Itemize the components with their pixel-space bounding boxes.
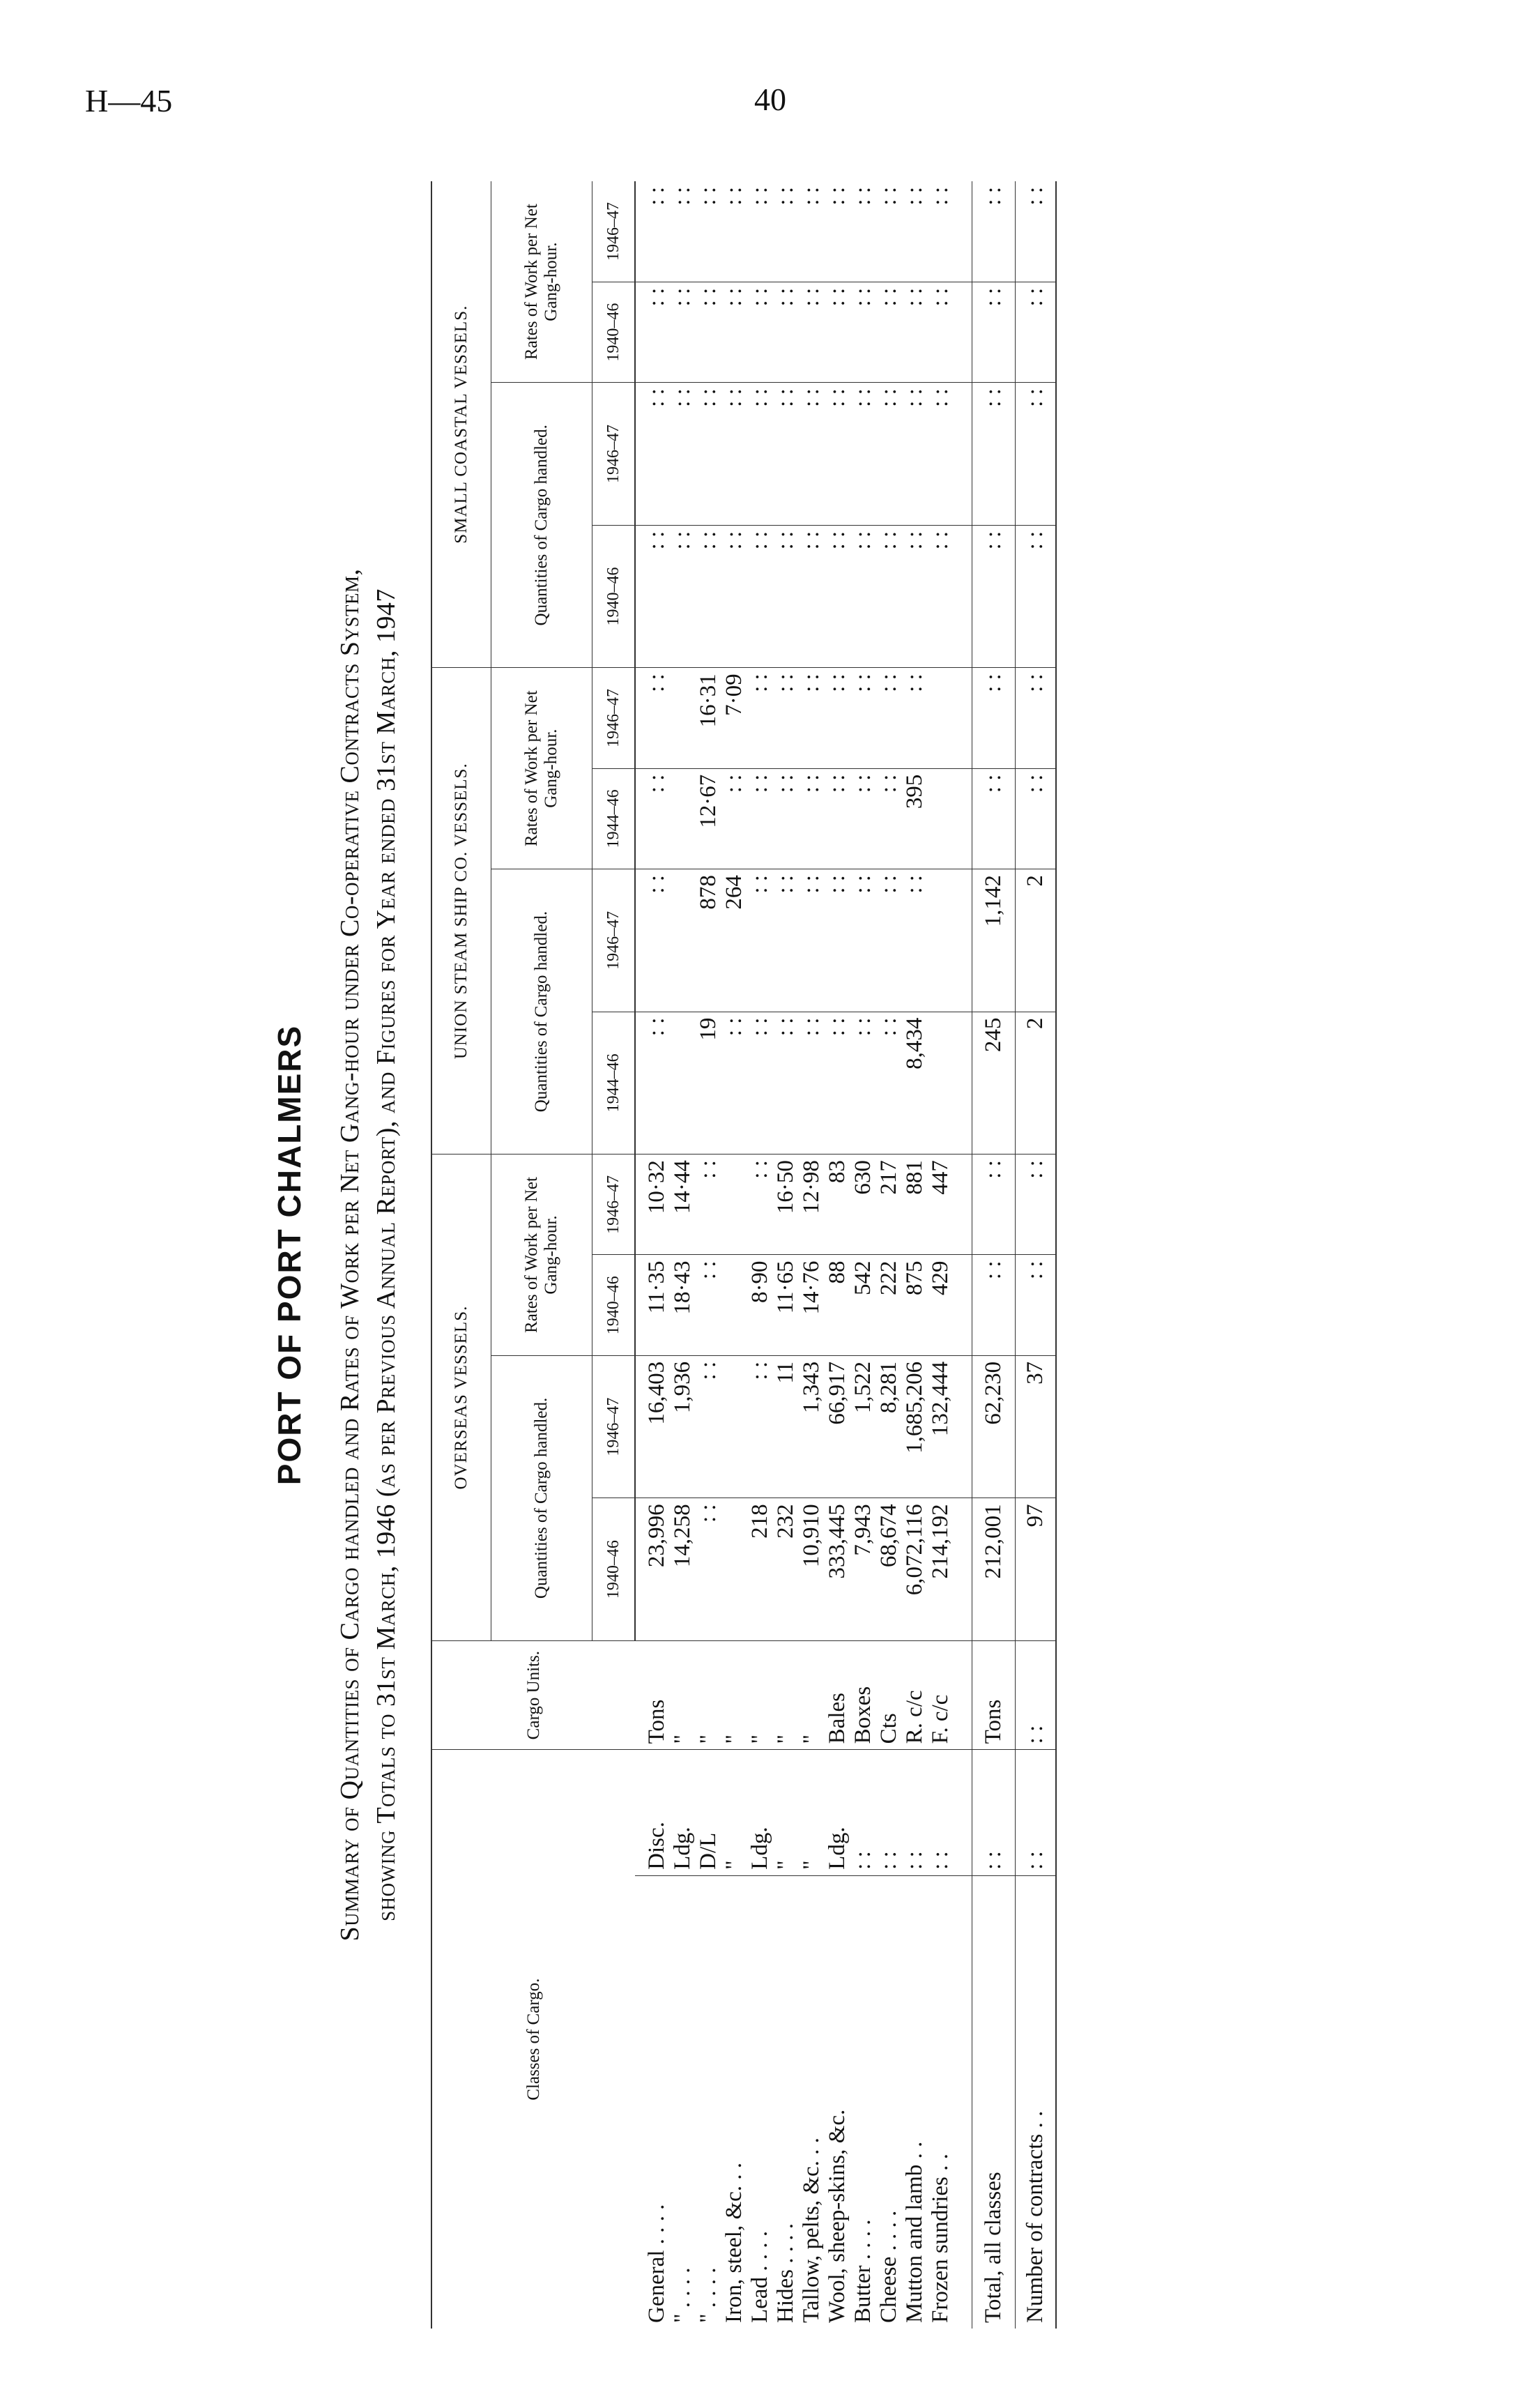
cell-sq1: : : [972, 525, 1016, 668]
cell-sq1: : : [696, 525, 721, 668]
cell-or2: 10·32 [635, 1155, 670, 1255]
cell-abbr: Ldg. [670, 1750, 696, 1875]
cell-sr1: : : [825, 282, 850, 382]
cell-or2: 630 [850, 1155, 876, 1255]
cell-uq2: 264 [721, 869, 747, 1012]
cell-ur1: : : [850, 768, 876, 869]
cell-or2: 16·50 [773, 1155, 799, 1255]
cell-unit: F. c/c [928, 1640, 954, 1749]
cell-ur2: : : [876, 668, 902, 768]
cell-sr1: : : [928, 282, 954, 382]
header-coastal-rate: Rates of Work per Net Gang-hour. [491, 181, 592, 383]
page-number: 40 [754, 82, 786, 117]
cell-sr1: : : [670, 282, 696, 382]
cell-cls: Cheese . . . . [876, 2210, 901, 2323]
cell-uq2: : : [747, 869, 773, 1012]
cell-sr1: : : [747, 282, 773, 382]
cell-oq2: 8,281 [876, 1355, 902, 1498]
cell-unit: " [747, 1640, 773, 1749]
total-row [972, 181, 1016, 2329]
cell-ur2 [928, 668, 954, 768]
cell-sq1: : : [1016, 525, 1057, 668]
cell-sr1: : : [721, 282, 747, 382]
cell-oq1: 23,996 [635, 1498, 670, 1641]
table-row [670, 181, 696, 2329]
cell-or2: 14·44 [670, 1155, 696, 1255]
cell-oq2 [721, 1355, 747, 1498]
table-row [876, 181, 902, 2329]
header-coastal-qty: Quantities of Cargo handled. [491, 383, 592, 668]
header-year: 1946–47 [592, 1355, 636, 1498]
spacer-row [954, 181, 972, 2329]
cell-or1 [721, 1255, 747, 1355]
header-year: 1946–47 [592, 1155, 636, 1255]
table-row [825, 181, 850, 2329]
header-year: 1944–46 [592, 1012, 636, 1155]
header-union-rate: Rates of Work per Net Gang-hour. [491, 668, 592, 869]
cell-unit: " [799, 1640, 825, 1749]
cell-oq1: 218 [747, 1498, 773, 1641]
cell-sr2: : : [721, 181, 747, 282]
cell-oq1: 333,445 [825, 1498, 850, 1641]
header-year: 1940–46 [592, 525, 636, 668]
cell-sr2: : : [825, 181, 850, 282]
header-union-qty: Quantities of Cargo handled. [491, 869, 592, 1155]
spacer-cell [954, 1750, 972, 1875]
cell-abbr: : : [928, 1750, 954, 1875]
cell-ur1 [670, 768, 696, 869]
cell-sr2: : : [876, 181, 902, 282]
cell-uq2: : : [850, 869, 876, 1012]
cell-oq2: 1,522 [850, 1355, 876, 1498]
cell-abbr: : : [876, 1750, 902, 1875]
cell-ur1: : : [747, 768, 773, 869]
cell-abbr: " [799, 1750, 825, 1875]
header-union: UNION STEAM SHIP CO. VESSELS. [431, 668, 491, 1155]
spacer-cell [954, 1875, 972, 2329]
cell-or1: : : [1016, 1255, 1057, 1355]
cell-oq1: 10,910 [799, 1498, 825, 1641]
cell-sq2: : : [972, 383, 1016, 526]
cell-or2: : : [696, 1155, 721, 1255]
cell-uq1: : : [635, 1012, 670, 1155]
cell-or2: 12·98 [799, 1155, 825, 1255]
cell-abbr: : : [902, 1750, 928, 1875]
cell-oq1: 214,192 [928, 1498, 954, 1641]
cell-uq1: 8,434 [902, 1012, 928, 1155]
cell-or1: 18·43 [670, 1255, 696, 1355]
cell-sq2: : : [850, 383, 876, 526]
cell-sq1: : : [721, 525, 747, 668]
cell-uq2: 878 [696, 869, 721, 1012]
cell-cls: General . . . . [643, 2204, 669, 2323]
table-row [773, 181, 799, 2329]
cell-or2: : : [747, 1155, 773, 1255]
cell-uq2: : : [799, 869, 825, 1012]
cell-sr2: : : [799, 181, 825, 282]
spacer-cell [954, 1640, 972, 1749]
cell-sr2: : : [773, 181, 799, 282]
spacer-cell [954, 181, 972, 282]
cell-uq2: : : [876, 869, 902, 1012]
cell-oq1: 97 [1016, 1498, 1057, 1641]
cell-sq1: : : [635, 525, 670, 668]
cell-sq2: : : [773, 383, 799, 526]
cell-uq1: : : [721, 1012, 747, 1155]
cell-ur1: : : [825, 768, 850, 869]
cell-sq1: : : [902, 525, 928, 668]
cell-ur1: : : [972, 768, 1016, 869]
cell-cls: Butter . . . . [850, 2219, 875, 2323]
cell-cls: " . . . . [696, 2267, 721, 2323]
cell-oq1: 7,943 [850, 1498, 876, 1641]
cell-uq2: 1,142 [972, 869, 1016, 1012]
spacer-cell [954, 525, 972, 668]
cell-oq2: : : [747, 1355, 773, 1498]
spacer-cell [954, 282, 972, 382]
cell-oq1 [721, 1498, 747, 1641]
cell-sr2: : : [1016, 181, 1057, 282]
cargo-table-wrapper [431, 181, 1057, 2329]
cell-or2: : : [1016, 1155, 1057, 1255]
cell-or1: 542 [850, 1255, 876, 1355]
table-row [799, 181, 825, 2329]
cell-uq1: : : [799, 1012, 825, 1155]
header-year: 1946–47 [592, 181, 636, 282]
cell-oq2: 37 [1016, 1355, 1057, 1498]
cell-oq2: 132,444 [928, 1355, 954, 1498]
header-year: 1944–46 [592, 768, 636, 869]
cell-sr1: : : [850, 282, 876, 382]
cell-oq1: 212,001 [972, 1498, 1016, 1641]
cell-ur2: : : [747, 668, 773, 768]
rotated-content [265, 181, 1366, 2329]
cell-ur2 [670, 668, 696, 768]
cell-oq2: 1,936 [670, 1355, 696, 1498]
spacer-cell [954, 1355, 972, 1498]
cell-oq1: 68,674 [876, 1498, 902, 1641]
cell-ur1 [928, 768, 954, 869]
cell-or1: : : [972, 1255, 1016, 1355]
cell-sq2: : : [696, 383, 721, 526]
table-body [635, 181, 1056, 2329]
table-row [747, 181, 773, 2329]
cell-ur2: : : [1016, 668, 1057, 768]
spacer-cell [954, 869, 972, 1012]
header-year: 1940–46 [592, 1255, 636, 1355]
spacer-cell [954, 768, 972, 869]
spacer-cell [954, 383, 972, 526]
cell-sq2: : : [876, 383, 902, 526]
spacer-cell [954, 1155, 972, 1255]
cell-ur2: : : [902, 668, 928, 768]
header-overseas: OVERSEAS VESSELS. [431, 1155, 491, 1641]
cell-unit: : : [1016, 1640, 1057, 1749]
cell-sq2: : : [635, 383, 670, 526]
cell-abbr: " [721, 1750, 747, 1875]
cell-sr2: : : [635, 181, 670, 282]
cell-ur1: : : [1016, 768, 1057, 869]
cell-ur2: : : [635, 668, 670, 768]
cell-unit: " [670, 1640, 696, 1749]
cell-sq1: : : [747, 525, 773, 668]
cell-or2: : : [972, 1155, 1016, 1255]
subtitle-line-2: showing Totals to 31st March, 1946 (as per Previous Annual Report), and Figures for Year ended 31st March, 1947 [372, 588, 401, 1921]
cell-sr2: : : [850, 181, 876, 282]
subtitle-line-1: Summary of Quantities of Cargo handled and Rates of Work per Net Gang-hour under Co-operative Contracts System, [335, 568, 365, 1942]
cell-abbr: : : [850, 1750, 876, 1875]
cell-oq2: : : [696, 1355, 721, 1498]
cell-sq1: : : [876, 525, 902, 668]
cell-cls: Number of contracts . . [1016, 1875, 1057, 2329]
spacer-cell [954, 1012, 972, 1155]
cell-or2: 83 [825, 1155, 850, 1255]
cell-sq2: : : [747, 383, 773, 526]
cell-or1: 8·90 [747, 1255, 773, 1355]
table-row [635, 181, 670, 2329]
page-code: H—45 [85, 83, 173, 119]
table-row [721, 181, 747, 2329]
cell-or1: : : [696, 1255, 721, 1355]
cell-oq1: 14,258 [670, 1498, 696, 1641]
cell-ur1: : : [876, 768, 902, 869]
cell-uq1: 245 [972, 1012, 1016, 1155]
cell-ur1: 395 [902, 768, 928, 869]
cell-sq1: : : [825, 525, 850, 668]
cell-unit: Tons [972, 1640, 1016, 1749]
cell-cls: Total, all classes [972, 1875, 1016, 2329]
page-title: PORT OF PORT CHALMERS [271, 1024, 307, 1486]
cell-oq2: 1,685,206 [902, 1355, 928, 1498]
cell-abbr: : : [1016, 1750, 1057, 1875]
header-year: 1946–47 [592, 383, 636, 526]
cell-abbr: : : [972, 1750, 1016, 1875]
cell-oq2: 11 [773, 1355, 799, 1498]
cargo-table [431, 181, 1057, 2329]
cell-oq2: 62,230 [972, 1355, 1016, 1498]
cell-sq2: : : [825, 383, 850, 526]
cell-uq2: : : [773, 869, 799, 1012]
cell-ur1: 12·67 [696, 768, 721, 869]
cell-cls: Lead . . . . [747, 2231, 772, 2323]
cell-cls: Tallow, pelts, &c. . . [799, 2138, 824, 2323]
cell-or1: 875 [902, 1255, 928, 1355]
cell-uq1: : : [850, 1012, 876, 1155]
cell-sq2: : : [902, 383, 928, 526]
cell-sr2: : : [747, 181, 773, 282]
cell-sq2: : : [721, 383, 747, 526]
cell-sr1: : : [799, 282, 825, 382]
cell-ur2: : : [799, 668, 825, 768]
cell-uq1: : : [825, 1012, 850, 1155]
cell-sq1: : : [799, 525, 825, 668]
cell-unit: Bales [825, 1640, 850, 1749]
cell-sr2: : : [670, 181, 696, 282]
cell-sr2: : : [928, 181, 954, 282]
cell-ur1: : : [799, 768, 825, 869]
cell-sq1: : : [773, 525, 799, 668]
cell-unit: R. c/c [902, 1640, 928, 1749]
cell-sq1: : : [850, 525, 876, 668]
cell-cls: Mutton and lamb . . [902, 2141, 927, 2323]
cell-oq2: 66,917 [825, 1355, 850, 1498]
cell-oq1: 232 [773, 1498, 799, 1641]
cell-ur2: 7·09 [721, 668, 747, 768]
cell-ur2: : : [825, 668, 850, 768]
cell-sr1: : : [902, 282, 928, 382]
cell-cls: Iron, steel, &c. . . [721, 2162, 747, 2323]
table-row [928, 181, 954, 2329]
cell-or2 [721, 1155, 747, 1255]
contracts-row [1016, 181, 1057, 2329]
cell-uq1: : : [876, 1012, 902, 1155]
cell-uq1: : : [773, 1012, 799, 1155]
cell-unit: Boxes [850, 1640, 876, 1749]
cell-or1: 14·76 [799, 1255, 825, 1355]
cell-or1: 222 [876, 1255, 902, 1355]
cell-cls: " . . . . [670, 2267, 695, 2323]
cell-sq2: : : [928, 383, 954, 526]
cell-sr1: : : [876, 282, 902, 382]
header-units: Cargo Units. [431, 1640, 635, 1749]
cell-or1: 11·35 [635, 1255, 670, 1355]
cell-abbr: D/L [696, 1750, 721, 1875]
spacer-cell [954, 668, 972, 768]
header-coastal: SMALL COASTAL VESSELS. [431, 181, 491, 668]
spacer-cell [954, 1255, 972, 1355]
cell-ur1: : : [721, 768, 747, 869]
header-overseas-qty: Quantities of Cargo handled. [491, 1355, 592, 1640]
subtitle [332, 181, 404, 2329]
cell-ur2: : : [850, 668, 876, 768]
cell-oq2: 1,343 [799, 1355, 825, 1498]
cell-abbr: Ldg. [825, 1750, 850, 1875]
cell-ur1: : : [635, 768, 670, 869]
cell-sr2: : : [902, 181, 928, 282]
cell-unit: " [773, 1640, 799, 1749]
cell-unit: Tons [635, 1640, 670, 1749]
cell-uq2: : : [635, 869, 670, 1012]
spacer-cell [954, 1498, 972, 1641]
cell-uq2 [928, 869, 954, 1012]
cell-uq1: : : [747, 1012, 773, 1155]
cell-sq2: : : [799, 383, 825, 526]
cell-ur2: : : [972, 668, 1016, 768]
cell-uq1: 19 [696, 1012, 721, 1155]
cell-uq1 [670, 1012, 696, 1155]
cell-sq1: : : [928, 525, 954, 668]
cell-sr1: : : [773, 282, 799, 382]
cell-uq1 [928, 1012, 954, 1155]
cell-uq2: 2 [1016, 869, 1057, 1012]
cell-sr1: : : [972, 282, 1016, 382]
cell-ur2: 16·31 [696, 668, 721, 768]
cell-cls: Wool, sheep-skins, &c. [825, 2109, 850, 2323]
table-row [850, 181, 876, 2329]
cell-sr1: : : [696, 282, 721, 382]
table-header [431, 181, 635, 2329]
cell-uq2: : : [902, 869, 928, 1012]
cell-sq2: : : [1016, 383, 1057, 526]
cell-cls: Hides . . . . [773, 2223, 798, 2323]
cell-or2: 881 [902, 1155, 928, 1255]
cell-sr2: : : [972, 181, 1016, 282]
cell-oq2: 16,403 [635, 1355, 670, 1498]
cell-uq2: : : [825, 869, 850, 1012]
cell-sr1: : : [1016, 282, 1057, 382]
cell-abbr: Ldg. [747, 1750, 773, 1875]
cell-or2: 447 [928, 1155, 954, 1255]
cell-sr2: : : [696, 181, 721, 282]
header-overseas-rate: Rates of Work per Net Gang-hour. [491, 1155, 592, 1356]
header-classes: Classes of Cargo. [431, 1750, 635, 2329]
table-row [902, 181, 928, 2329]
cell-sq1: : : [670, 525, 696, 668]
cell-or1: 88 [825, 1255, 850, 1355]
cell-uq1: 2 [1016, 1012, 1057, 1155]
cell-sq2: : : [670, 383, 696, 526]
cell-ur1: : : [773, 768, 799, 869]
cell-unit: " [721, 1640, 747, 1749]
cell-or1: 11·65 [773, 1255, 799, 1355]
cell-abbr: " [773, 1750, 799, 1875]
header-year: 1946–47 [592, 869, 636, 1012]
cell-sr1: : : [635, 282, 670, 382]
cell-ur2: : : [773, 668, 799, 768]
header-year: 1940–46 [592, 282, 636, 382]
cell-oq1: : : [696, 1498, 721, 1641]
cell-abbr: Disc. [635, 1750, 670, 1875]
cell-cls: Frozen sundries . . [928, 2154, 953, 2323]
header-year: 1940–46 [592, 1498, 636, 1641]
header-year: 1946–47 [592, 668, 636, 768]
cell-or1: 429 [928, 1255, 954, 1355]
table-row [696, 181, 721, 2329]
cell-unit: " [696, 1640, 721, 1749]
cell-oq1: 6,072,116 [902, 1498, 928, 1641]
cell-unit: Cts [876, 1640, 902, 1749]
cell-uq2 [670, 869, 696, 1012]
cell-or2: 217 [876, 1155, 902, 1255]
